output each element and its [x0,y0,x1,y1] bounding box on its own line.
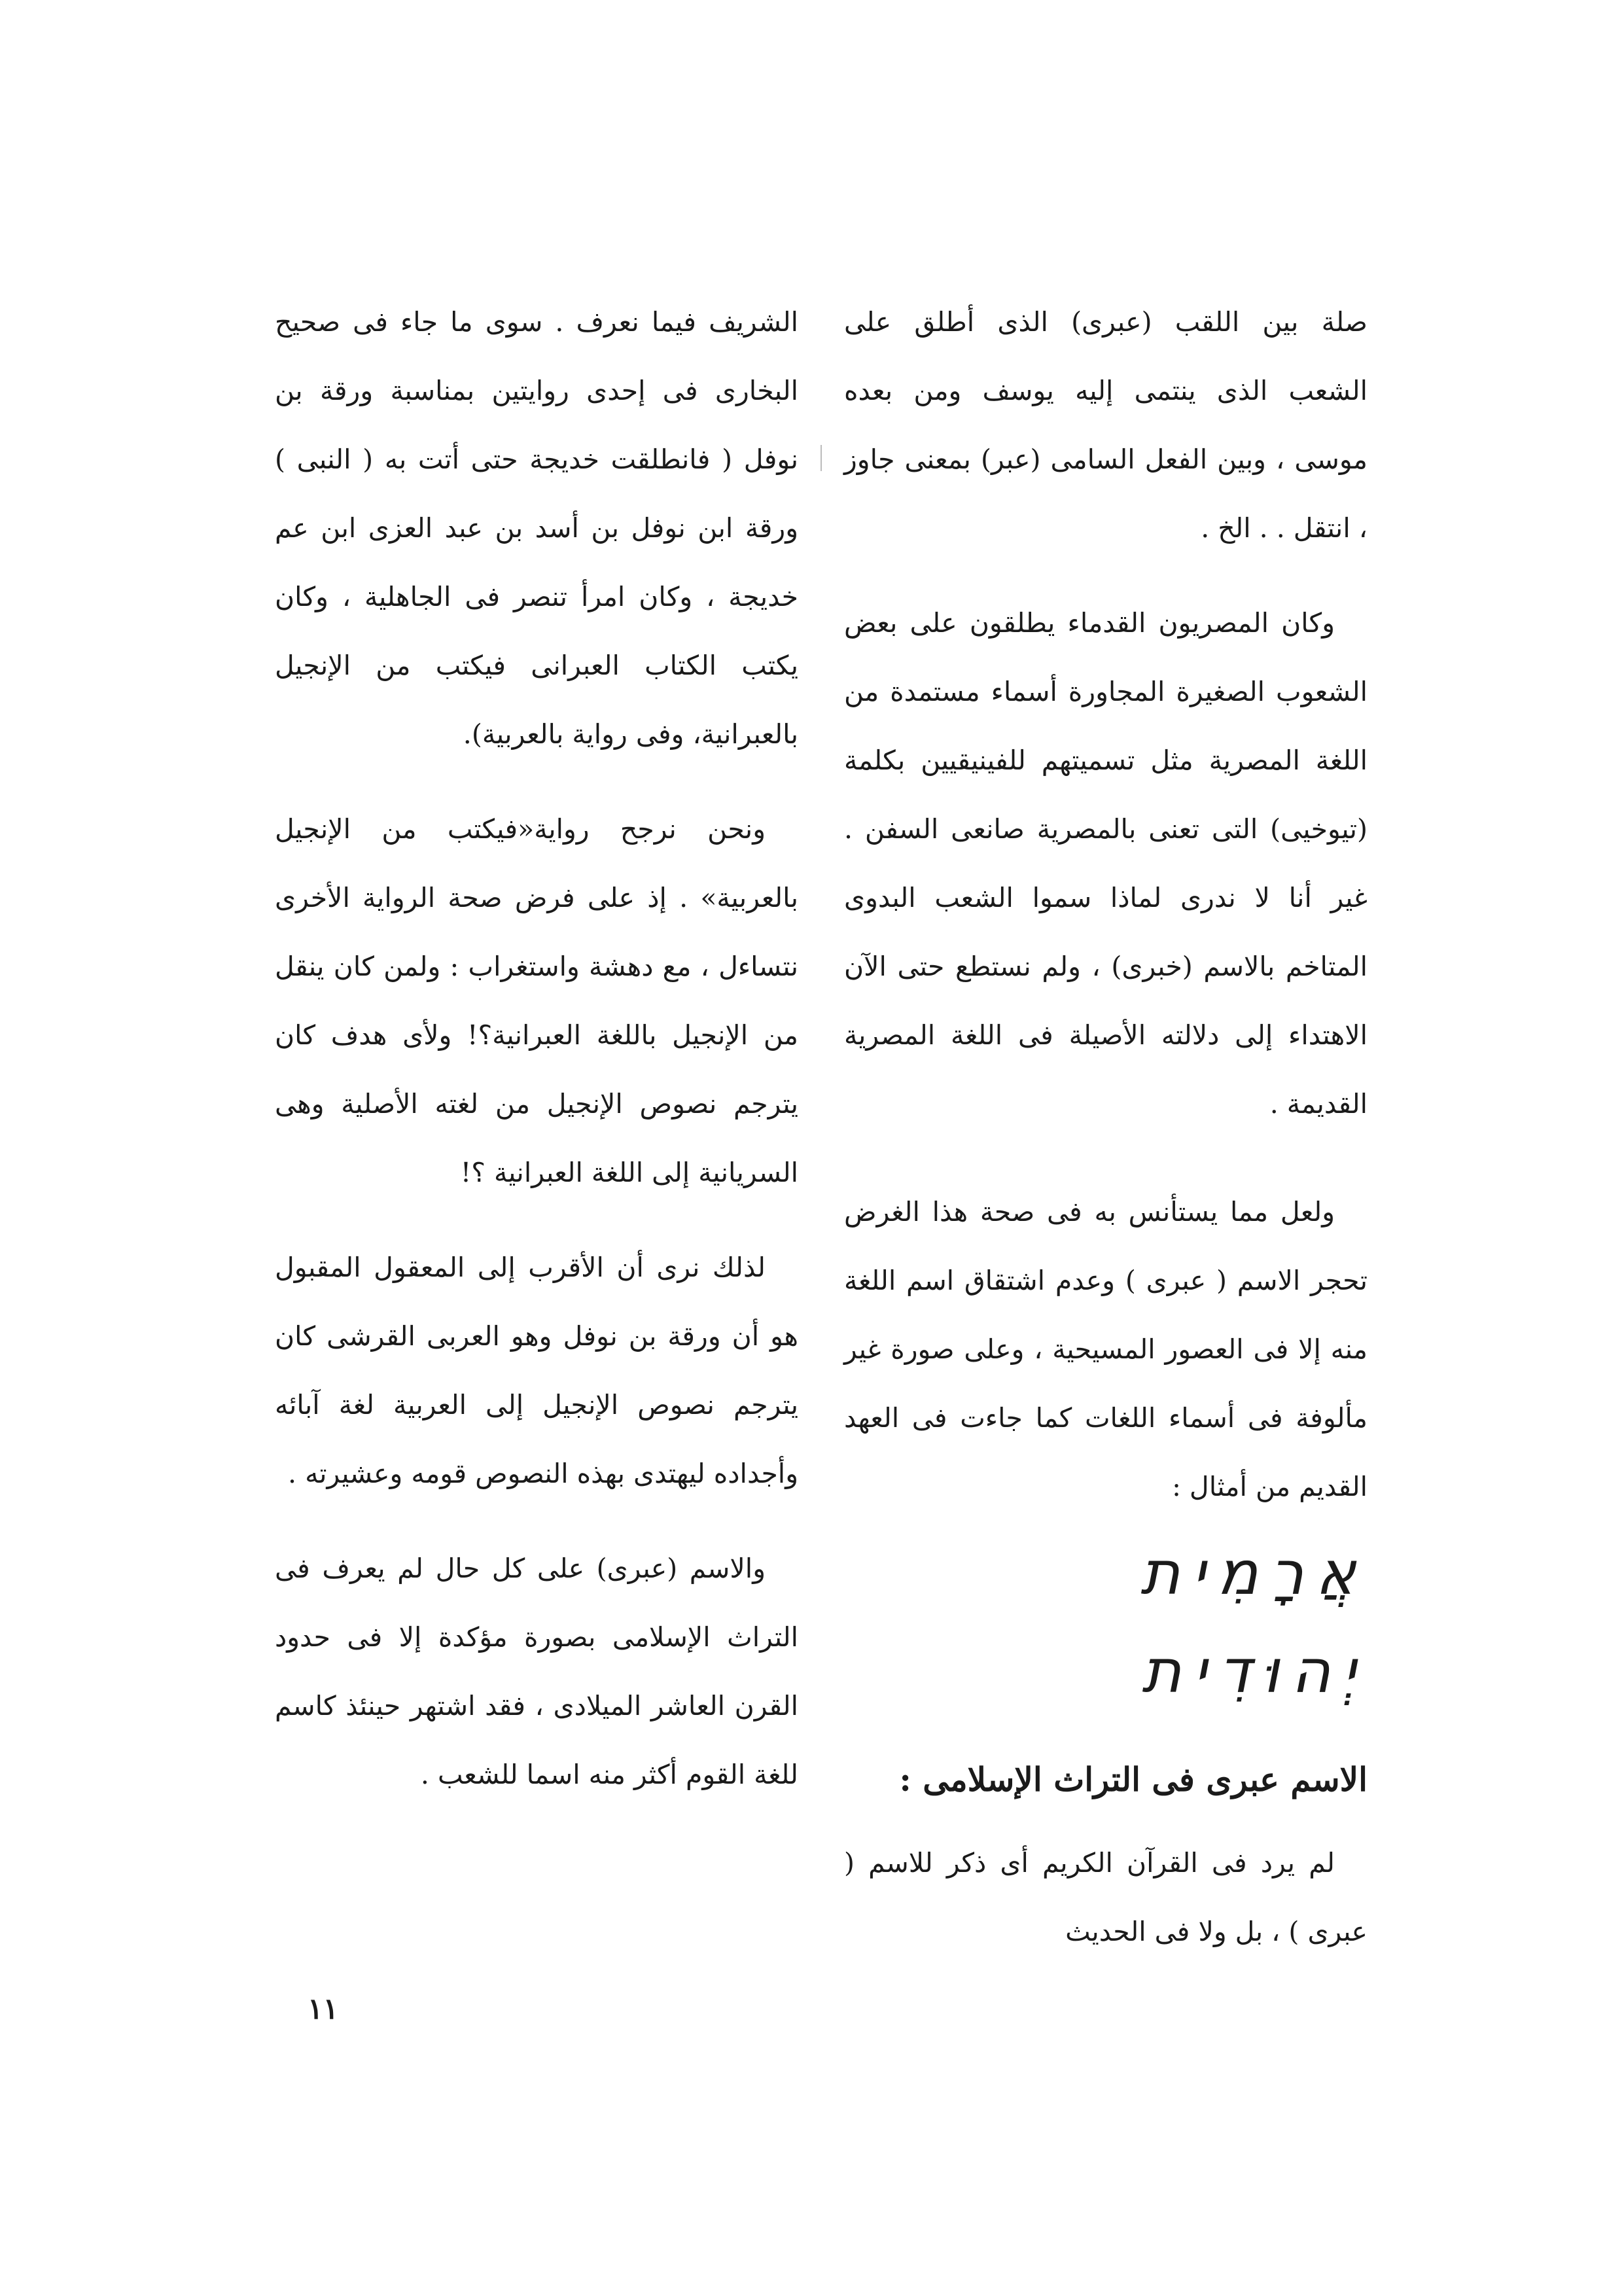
right-paragraph-4: لم يرد فى القرآن الكريم أى ذكر للاسم ( عبرى ) ، بل ولا فى الحديث [844,1847,1368,1947]
right-paragraph-3: ولعل مما يستأنس به فى صحة هذا الغرض تحجر الاسم ( عبرى ) وعدم اشتقاق اسم اللغة منه إلا فى العصور المسيحية ، وعلى صورة غير مألوفة فى أسماء اللغات كما جاءت فى العهد القديم من أمثال : [844,1196,1368,1502]
left-paragraph-3: لذلك نرى أن الأقرب إلى المعقول المقبول هو أن ورقة بن نوفل وهو العربى القرشى كان يترجم نصوص الإنجيل إلى العربية لغة آبائه وأجداده ليهتدى بهذه النصوص قومه وعشيرته . [275,1252,798,1489]
column-divider [821,445,822,471]
hebrew-word-yehudit: יְהוּדִית [1141,1636,1368,1706]
right-paragraph-1: صلة بين اللقب (عبرى) الذى أطلق على الشعب الذى ينتمى إليه يوسف ومن بعده موسى ، وبين الفعل السامى (عبر) بمعنى جاوز ، انتقل . . الخ . [844,306,1368,544]
section-heading: الاسم عبرى فى التراث الإسلامى : [899,1760,1368,1799]
right-column [844,288,1368,1966]
left-paragraph-1: الشريف فيما نعرف . سوى ما جاء فى صحيح البخارى فى إحدى روايتين بمناسبة ورقة بن نوفل ( فانطلقت خديجة حتى أتت به ( النبى ) ورقة ابن نوفل بن أسد بن عبد العزى ابن عم خديجة ، وكان امرأ تنصر فى الجاهلية ، وكان يكتب الكتاب العبرانى فيكتب من الإنجيل بالعبرانية، وفى رواية بالعربية). [275,306,798,750]
left-paragraph-2: ونحن نرجح رواية«فيكتب من الإنجيل بالعربية» . إذ على فرض صحة الرواية الأخرى نتساءل ، مع دهشة واستغراب : ولمن كان ينقل من الإنجيل باللغة العبرانية؟! ولأى هدف كان يترجم نصوص الإنجيل من لغته الأصلية وهى السريانية إلى اللغة العبرانية ؟! [275,813,798,1188]
hebrew-word-aramit: אֲרָמִית [1140,1538,1368,1608]
right-paragraph-2: وكان المصريون القدماء يطلقون على بعض الشعوب الصغيرة المجاورة أسماء مستمدة من اللغة المصرية مثل تسميتهم للفينيقيين بكلمة (تيوخيى) التى تعنى بالمصرية صانعى السفن . غير أنا لا ندرى لماذا سموا الشعب البدوى المتاخم بالاسم (خبرى) ، ولم نستطع حتى الآن الاهتداء إلى دلالته الأصيلة فى اللغة المصرية القديمة . [844,607,1368,1120]
left-paragraph-4: والاسم (عبرى) على كل حال لم يعرف فى التراث الإسلامى بصورة مؤكدة إلا فى حدود القرن العاشر الميلادى ، فقد اشتهر حينئذ كاسم للغة القوم أكثر منه اسما للشعب . [275,1553,798,1790]
left-column [275,288,798,1809]
page-number: ١١ [308,1992,339,2026]
